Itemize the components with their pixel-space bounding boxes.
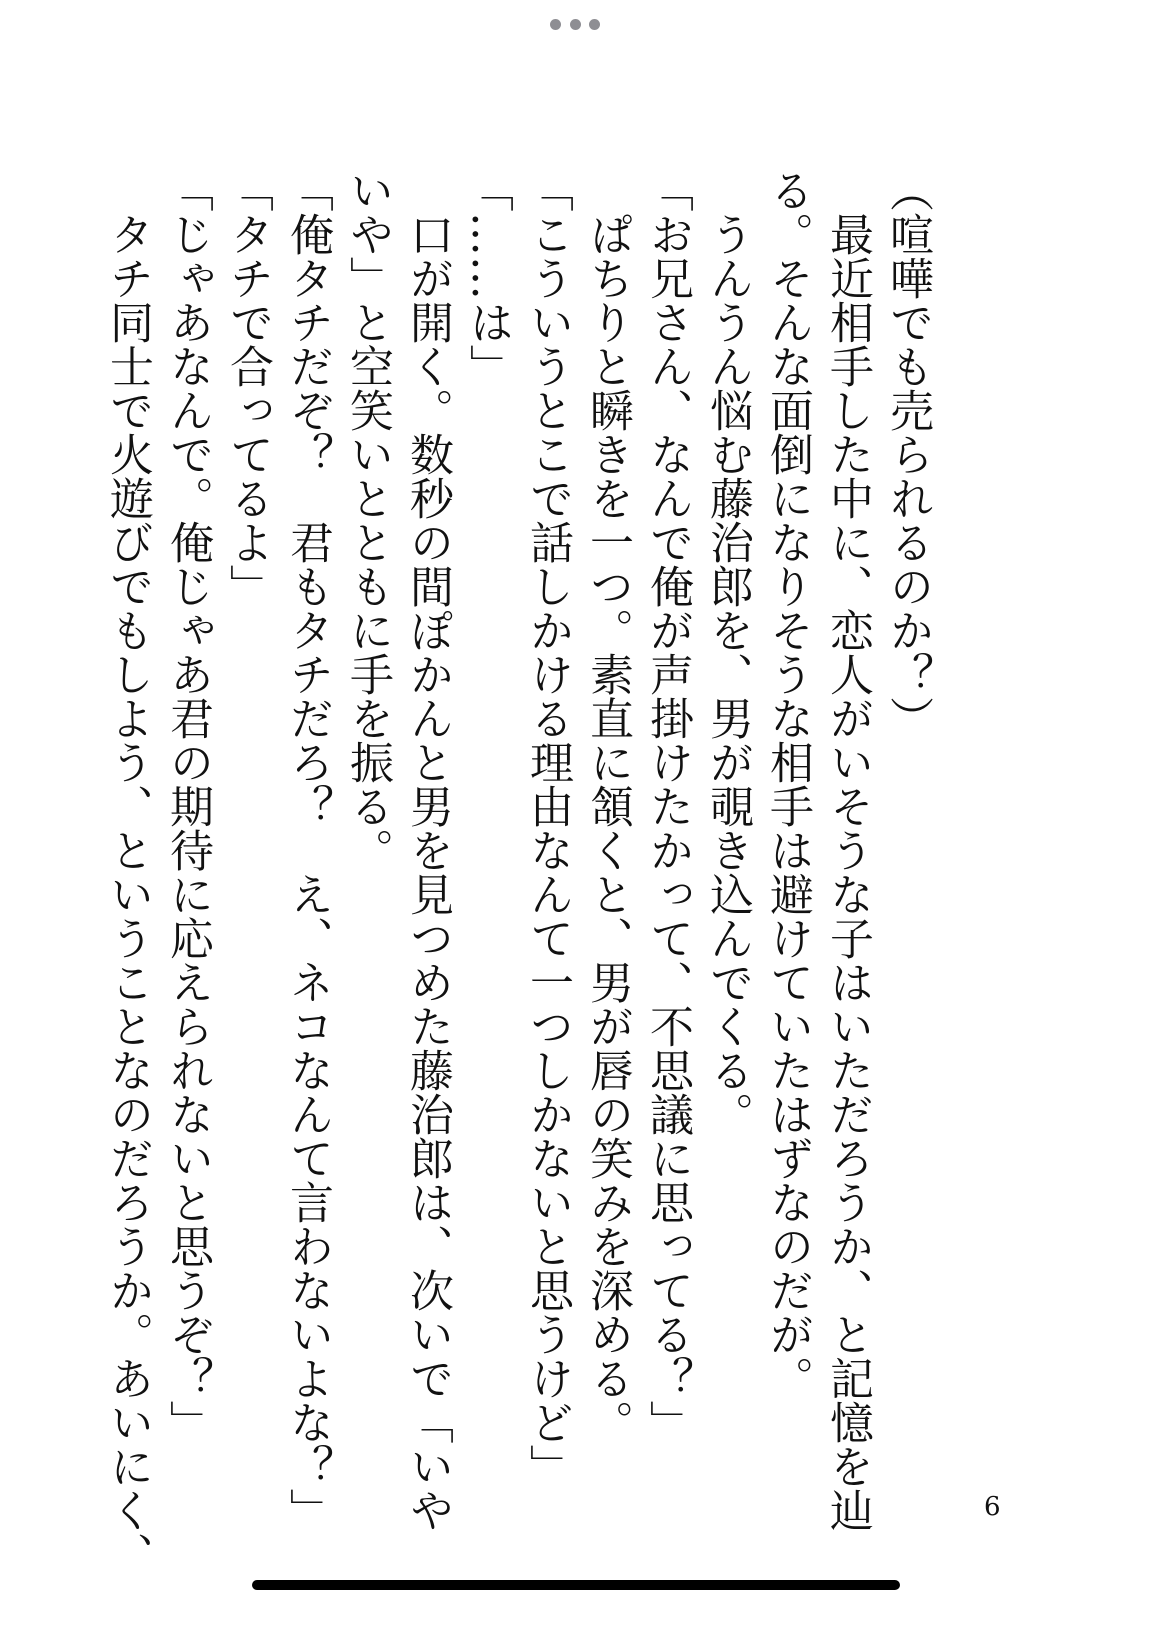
- ellipsis-icon-dot: [589, 19, 600, 30]
- home-indicator[interactable]: [252, 1580, 900, 1590]
- more-options-button[interactable]: [550, 17, 600, 31]
- text-line: 「タチで合ってるよ」: [222, 168, 273, 608]
- page-number: 6: [984, 1492, 1001, 1522]
- text-line: る。そんな面倒になりそうな相手は避けていたはずなのだが。: [762, 168, 813, 1400]
- text-line: （喧嘩でも売られるのか？）: [882, 168, 933, 740]
- text-line: 口が開く。数秒の間ぽかんと男を見つめた藤治郎は、次いで「いや: [402, 168, 453, 1532]
- text-line: 「俺タチだぞ？ 君もタチだろ？ え、ネコなんて言わないよな？」: [282, 168, 333, 1532]
- text-line: 「……は」: [462, 168, 513, 388]
- ellipsis-icon-dot: [550, 19, 561, 30]
- text-line: ぱちりと瞬きを一つ。素直に頷くと、男が唇の笑みを深める。: [582, 168, 633, 1444]
- text-line: うんうん悩む藤治郎を、男が覗き込んでくる。: [702, 168, 753, 1136]
- reader-text-body: [97, 168, 937, 1576]
- text-line: 「お兄さん、なんで俺が声掛けたかって、不思議に思ってる？」: [642, 168, 693, 1444]
- text-line: 最近相手した中に、恋人がいそうな子はいただろうか、と記憶を辿: [822, 168, 873, 1532]
- text-line: 「こういうとこで話しかける理由なんて一つしかないと思うけど」: [522, 168, 573, 1488]
- text-line: 「じゃあなんで。俺じゃあ君の期待に応えられないと思うぞ？」: [162, 168, 213, 1444]
- text-line: いや」と空笑いとともに手を振る。: [342, 168, 393, 872]
- ellipsis-icon-dot: [570, 19, 581, 30]
- text-line: タチ同士で火遊びでもしよう、ということなのだろうか。あいにく、: [102, 168, 153, 1576]
